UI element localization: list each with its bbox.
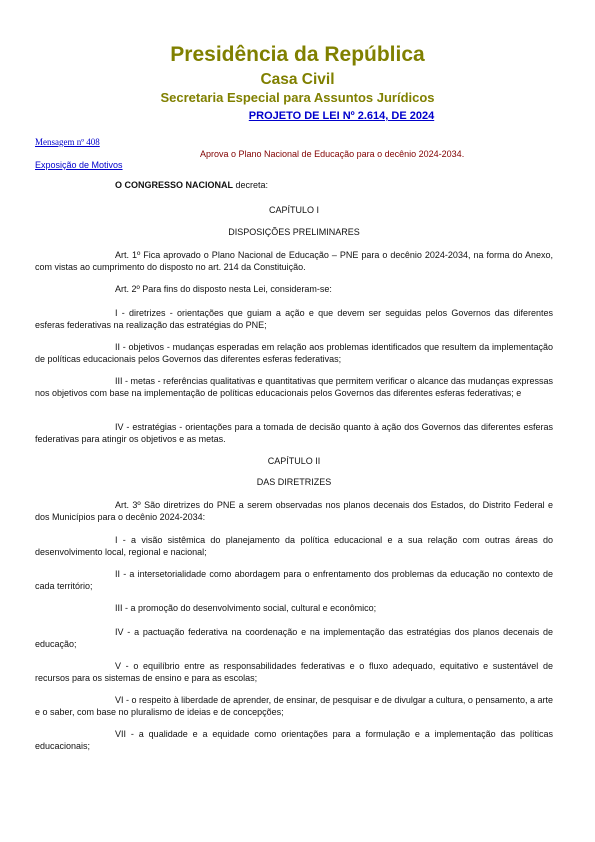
chapter-2-title: DAS DIRETRIZES (256, 477, 332, 487)
chapter-1-heading: CAPÍTULO I (268, 205, 319, 215)
article-2-item: III - metas - referências qualitativas e quantitativas que permitem verificar o alcance das mudanças expressas nos objetivos com base na implementação de políticas educacionais pelos Governos das diferentes esferas federativas; e (35, 376, 553, 398)
decree-subject: O CONGRESSO NACIONAL (115, 180, 234, 190)
article-3-item: I - a visão sistêmica do planejamento da política educacional e a sua relação com outras áreas do desenvolvimento local, regional e nacional; (35, 535, 553, 557)
ementa: Aprova o Plano Nacional de Educação para o decênio 2024-2034. (200, 149, 465, 159)
article-2-item: IV - estratégias - orientações para a tomada de decisão quanto à ação dos Governos das diferentes esferas federativas para atingir os objetivos e as metas. (35, 422, 553, 444)
article-2-item: II - objetivos - mudanças esperadas em relação aos problemas identificados que resultem da implementação de políticas educacionais pelos Governos das diferentes esferas federativas; (35, 342, 553, 364)
article-3-item: VII - a qualidade e a equidade como orientações para a formulação e a implementação das políticas educacionais; (35, 729, 553, 751)
article-3-caput: Art. 3º São diretrizes do PNE a serem observadas nos planos decenais dos Estados, do Distrito Federal e dos Municípios para o decênio 2024-2034: (35, 500, 553, 522)
article-3-item: V - o equilíbrio entre as responsabilidades federativas e o fluxo adequado, equitativo e sustentável de recursos para os sistemas de ensino e para as escolas; (35, 661, 553, 683)
article-2-caput: Art. 2º Para fins do disposto nesta Lei, consideram-se: (115, 284, 332, 294)
article-3-item: II - a intersetorialidade como abordagem para o enfrentamento dos problemas da educação no contexto de cada território; (35, 569, 553, 591)
article-3-item: IV - a pactuação federativa na coordenação e na implementação das estratégias dos planos decenais de educação; (35, 627, 553, 649)
secretariat-title: Secretaria Especial para Assuntos Jurídicos (160, 90, 435, 105)
motives-link[interactable]: Exposição de Motivos (35, 160, 123, 170)
article-2-item: I - diretrizes - orientações que guiam a ação e que devem ser seguidas pelos Governos das diferentes esferas federativas na realização das estratégias do PNE; (35, 308, 553, 330)
chapter-1-title: DISPOSIÇÕES PRELIMINARES (228, 227, 360, 237)
bill-title-row (0, 106, 595, 124)
chapter-2-heading: CAPÍTULO II (267, 456, 321, 466)
motives-line (35, 159, 123, 171)
message-link[interactable]: Mensagem nº 408 (35, 137, 100, 147)
decree-verb: decreta: (233, 180, 269, 190)
page-subtitle: Casa Civil (260, 71, 335, 88)
article-3-item: VI - o respeito à liberdade de aprender, de ensinar, de pesquisar e de divulgar a cultura, o pensamento, a arte e o saber, com base no pluralismo de ideias e de concepções; (35, 695, 553, 717)
page-title: Presidência da República (170, 43, 425, 66)
bill-title-link[interactable]: PROJETO DE LEI Nº 2.614, DE 2024 (248, 110, 435, 122)
article-3-item: III - a promoção do desenvolvimento social, cultural e econômico; (115, 603, 377, 613)
message-line (35, 136, 100, 148)
decree-line (35, 180, 553, 192)
article-1: Art. 1º Fica aprovado o Plano Nacional de Educação – PNE para o decênio 2024-2034, na forma do Anexo, com vistas ao cumprimento do disposto no art. 214 da Constituição. (35, 250, 553, 272)
